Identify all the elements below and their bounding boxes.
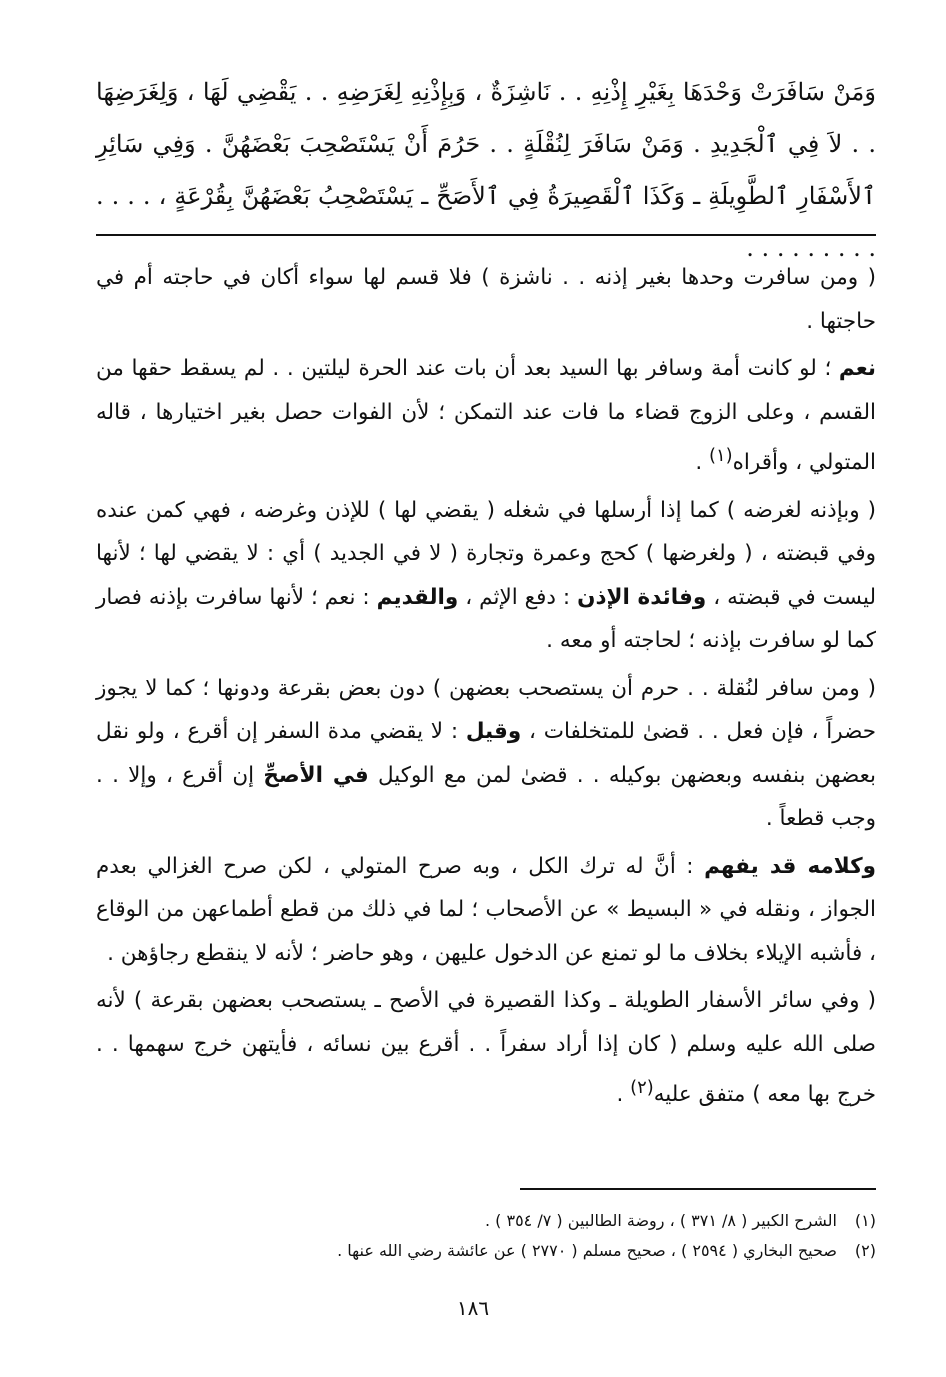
matn-separator [96, 234, 876, 236]
footnotes [96, 1206, 876, 1266]
page-number: ١٨٦ [456, 1296, 490, 1320]
footnote-ref-1: (١) [709, 445, 733, 466]
paragraph-5: وكلامه قد يفهم : أنَّ له ترك الكل ، وبه صرح المتولي ، لكن صرح الغزالي بعدم الجواز ، ونقله في « البسيط » عن الأصحاب ؛ لما في ذلك من قطع أطماعهن من الوقاع ، فأشبه الإيلاء بخلاف ما لو تمنع عن الدخول عليهن ، وهو حاضر ؛ لأنه لا ينقطع رجاؤهن . [96, 853, 877, 966]
footnote-separator [520, 1188, 876, 1190]
commentary [96, 256, 876, 1121]
paragraph-6: ( وفي سائر الأسفار الطويلة ـ وكذا القصيرة في الأصح ـ يستصحب بعضهن بقرعة ) لأنه صلى الله عليه وسلم ( كان إذا أراد سفراً . . أقرع بين نسائه ، فأيتهن خرج سهمها . . خرج بها معه ) متفق عليه$^{(٢)}$ . [96, 988, 876, 1108]
footnote-1: (١) الشرح الكبير ( ٨/ ٣٧١ ) ، روضة الطالبين ( ٧/ ٣٥٤ ) . [484, 1211, 876, 1230]
paragraph-1: ( ومن سافرت وحدها بغير إذنه . . ناشزة ) فلا قسم لها سواء أكان في حاجته أم في حاجتها . [96, 265, 876, 334]
paragraph-2: نعم ؛ لو كانت أمة وسافر بها السيد بعد أن بات عند الحرة ليلتين . . لم يسقط حقها من القسم ، وعلى الزوج قضاء ما فات عند التمكن ؛ لأن الفوات حصل بغير اختيارها ، قاله المتولي ، وأقراه$^{(١)}$ . [96, 356, 876, 476]
matn-text: وَمَنْ سَافَرَتْ وَحْدَهَا بِغَيْرِ إِذْنِهِ . . نَاشِزَةٌ ، وَبِإِذْنِهِ لِغَرَضِهِ . . يَقْضِي لَهَا ، وَلِغَرَضِهَا . . لاَ فِي ٱلْجَدِيدِ . وَمَنْ سَافَرَ لِنُقْلَةٍ . . حَرُمَ أَنْ يَسْتَصْحِبَ بَعْضَهُنَّ . وَفِي سَائِرِ ٱلأَسْفَارِ ٱلطَّوِيلَةِ ـ وَكَذَا ٱلْقَصِيرَةُ فِي ٱلأَصَحِّ ـ يَسْتَصْحِبُ بَعْضَهُنَّ بِقُرْعَةٍ ، . . . . . . . . . . . . . [96, 78, 877, 262]
footnote-ref-2: (٢) [630, 1077, 654, 1099]
paragraph-3: ( وبإذنه لغرضه ) كما إذا أرسلها في شغله ( يقضي لها ) للإذن وغرضه ، فهي كمن عنده وفي قبضته ، ( ولغرضها ) كحج وعمرة وتجارة ( لا في الجديد ) أي : لا يقضي لها ؛ لأنها ليست في قبضته ، وفائدة الإذن : دفع الإثم ، والقديم : نعم ؛ لأنها سافرت بإذنه فصار كما لو سافرت بإذنه ؛ لحاجته أو معه . [96, 497, 876, 654]
footnote-2: (٢) صحيح البخاري ( ٢٥٩٤ ) ، صحيح مسلم ( ٢٧٧٠ ) عن عائشة رضي الله عنها . [337, 1241, 876, 1260]
paragraph-4: ( ومن سافر لنُقلة . . حرم أن يستصحب بعضهن ) دون بعض بقرعة ودونها ؛ كما لا يجوز حضراً ، فإن فعل . . قضىٰ للمتخلفات ، وقيل : لا يقضي مدة السفر إن أقرع ، ولو نقل بعضهن بنفسه وبعضهن بوكيله . . قضىٰ لمن مع الوكيل في الأصحِّ إن أقرع ، وإلا . . وجب قطعاً . [96, 675, 877, 832]
